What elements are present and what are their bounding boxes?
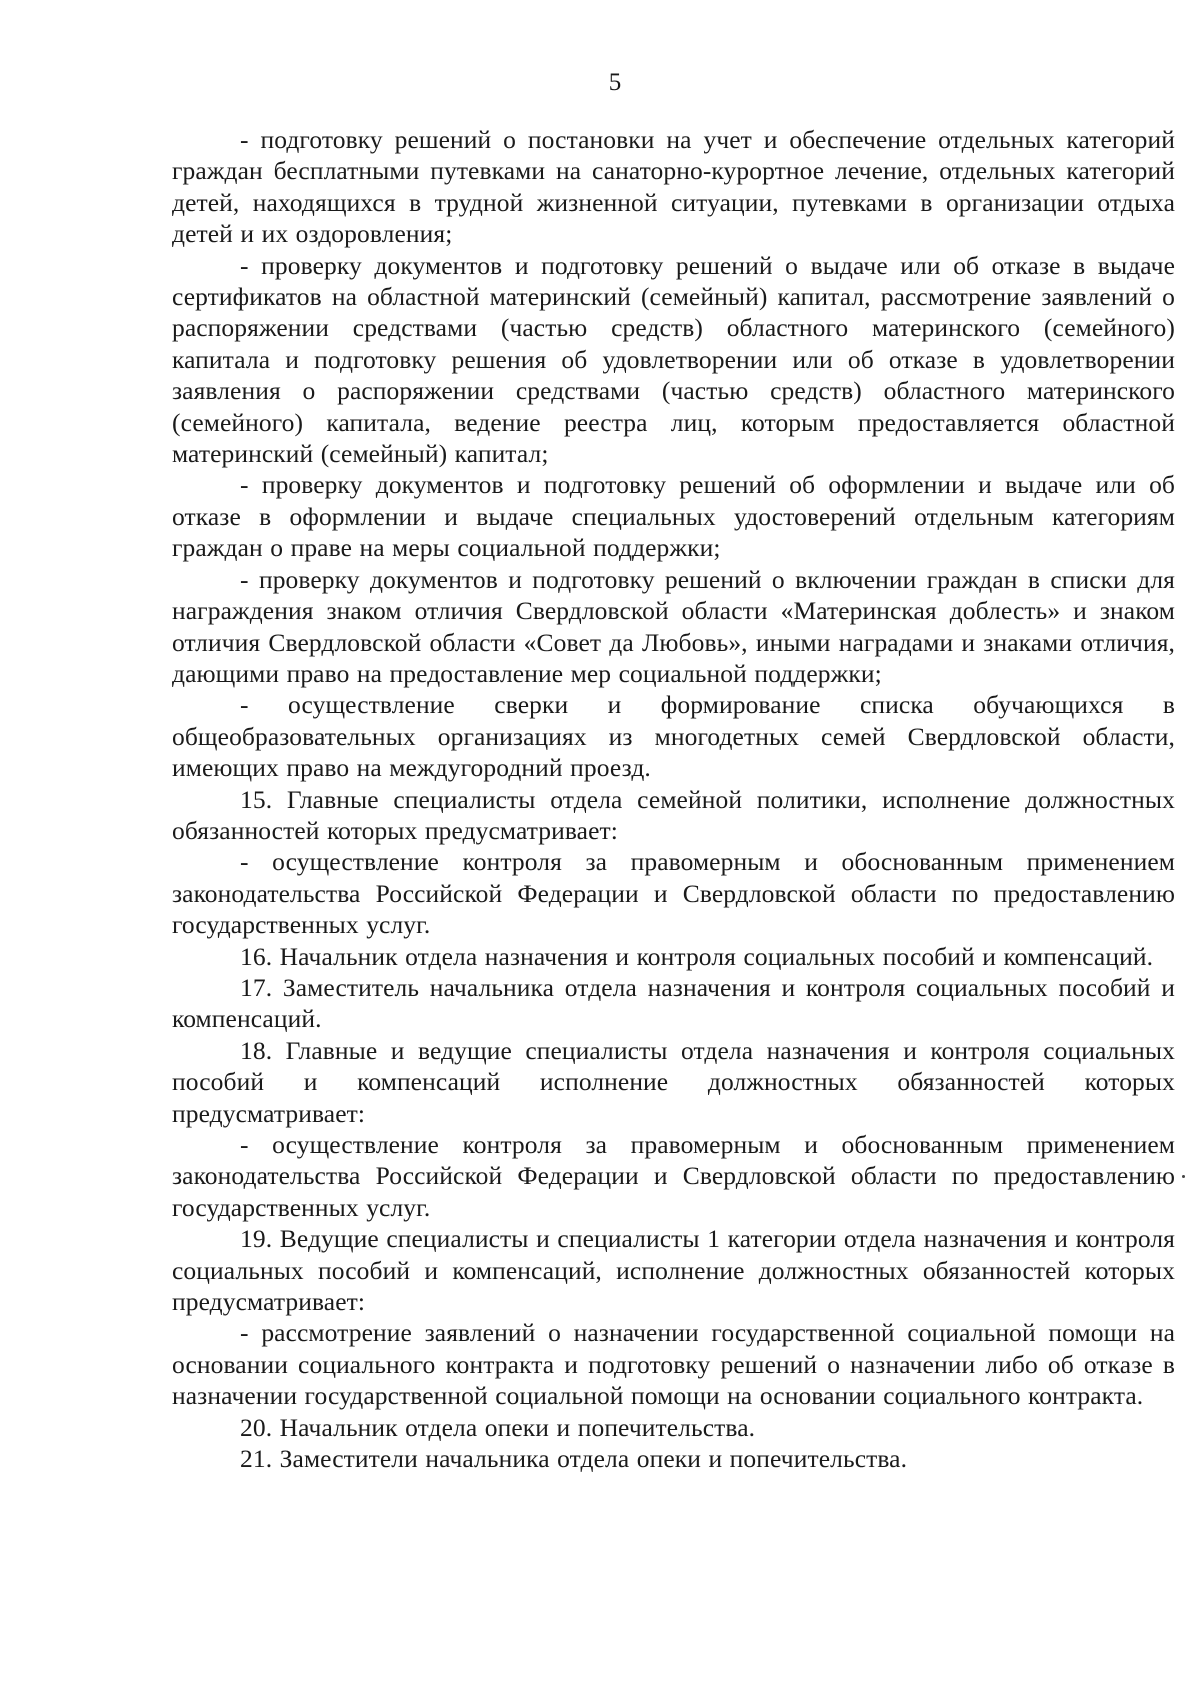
paragraph-item-20: 20. Начальник отдела опеки и попечительства. — [240, 1412, 756, 1442]
scan-speck — [1182, 1175, 1185, 1178]
page-number: 5 — [608, 69, 622, 96]
paragraph-item-19: 19. Ведущие специалисты и специалисты 1 категории отдела назначения и контроля социальных пособий и компенсаций, исполнение должностных обязанностей которых предусматривает: — [172, 1224, 1175, 1317]
paragraph-item-21: 21. Заместители начальника отдела опеки и попечительства. — [240, 1444, 908, 1474]
paragraph-item-17: 17. Заместитель начальника отдела назначения и контроля социальных пособий и компенсаций. — [172, 972, 1175, 1034]
paragraph-bullet-control-1: - осуществление контроля за правомерным и обоснованным применением законодательства Российской Федерации и Свердловской области по предоставлению государственных услуг. — [172, 847, 1175, 940]
paragraph-bullet-special-certificates: - проверку документов и подготовку решений об оформлении и выдаче или об отказе в оформлении и выдаче специальных удостоверений отдельным категориям граждан о праве на меры социальной поддержки; — [172, 470, 1175, 563]
paragraph-bullet-sanatorium-vouchers: - подготовку решений о постановки на учет и обеспечение отдельных категорий граждан бесплатными путевками на санаторно-курортное лечение, отдельных категорий детей, находящихся в трудной жизненной ситуации, путевками в организации отдыха детей и их оздоровления; — [172, 125, 1175, 249]
paragraph-bullet-travel-list: - осуществление сверки и формирование списка обучающихся в общеобразовательных организациях из многодетных семей Свердловской области, имеющих право на междугородний проезд. — [172, 690, 1175, 783]
paragraph-bullet-control-2: - осуществление контроля за правомерным и обоснованным применением законодательства Российской Федерации и Свердловской области по предоставлению государственных услуг. — [172, 1130, 1175, 1222]
document-body — [172, 124, 1175, 1474]
paragraph-item-18: 18. Главные и ведущие специалисты отдела назначения и контроля социальных пособий и компенсаций исполнение должностных обязанностей которых предусматривает: — [172, 1035, 1175, 1128]
paragraph-item-15: 15. Главные специалисты отдела семейной политики, исполнение должностных обязанностей которых предусматривает: — [172, 784, 1175, 845]
paragraph-bullet-social-contract: - рассмотрение заявлений о назначении государственной социальной помощи на основании социального контракта и подготовку решений о назначении либо об отказе в назначении государственной социальной помощи на основании социального контракта. — [172, 1318, 1175, 1411]
paragraph-bullet-awards-lists: - проверку документов и подготовку решений о включении граждан в списки для награждения знаком отличия Свердловской области «Материнская доблесть» и знаком отличия Свердловской области «Совет да Любовь», иными наградами и знаками отличия, дающими право на предоставление мер социальной поддержки; — [172, 564, 1175, 688]
paragraph-item-16: 16. Начальник отдела назначения и контроля социальных пособий и компенсаций. — [240, 941, 1154, 971]
paragraph-bullet-maternity-capital: - проверку документов и подготовку решений о выдаче или об отказе в выдаче сертификатов на областной материнский (семейный) капитал, рассмотрение заявлений о распоряжении средствами (частью средств) областного материнского (семейного) капитала и подготовку решения об удовлетворении или об отказе в удовлетворении заявления о распоряжении средствами (частью средств) областного материнского (семейного) капитала, ведение реестра лиц, которым предоставляется областной материнский (семейный) капитал; — [172, 250, 1175, 469]
